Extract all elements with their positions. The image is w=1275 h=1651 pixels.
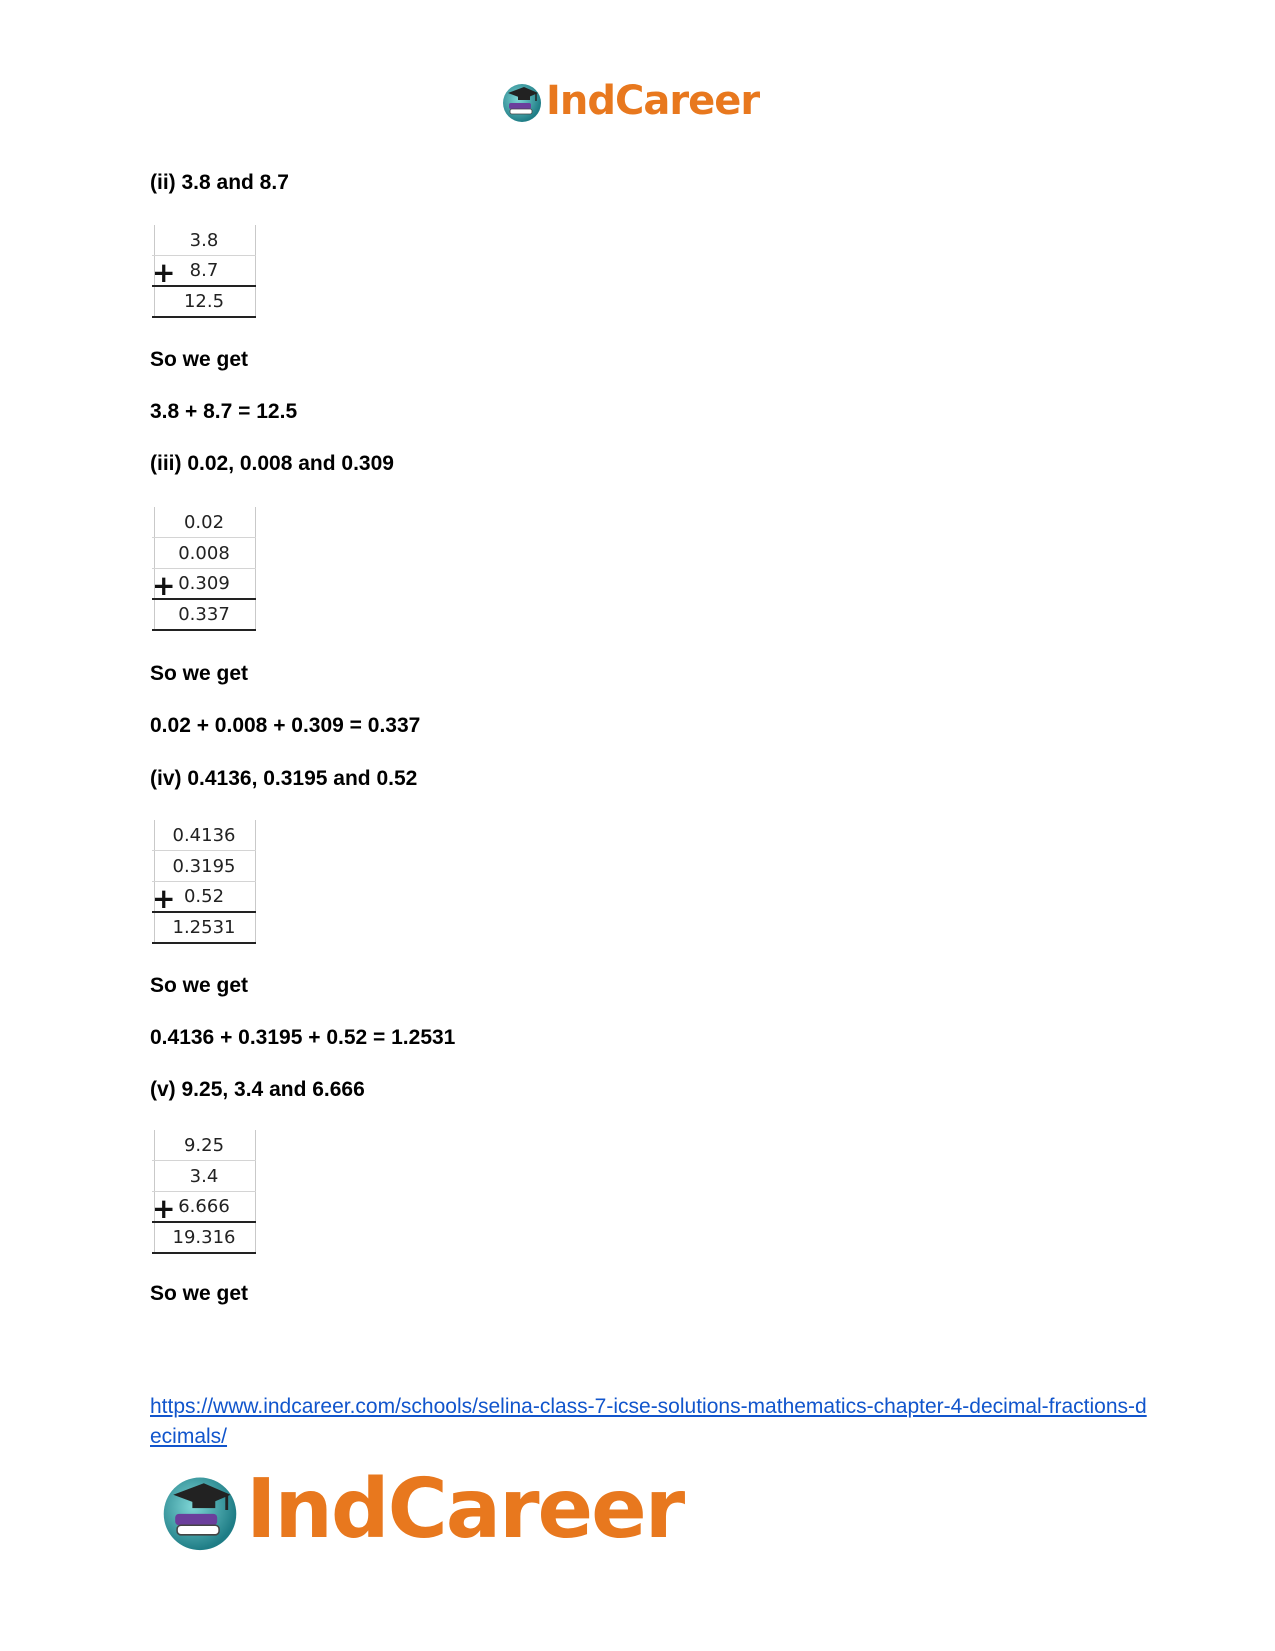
addend-value: 3.8: [189, 229, 219, 251]
addend-value: 0.309: [178, 573, 230, 594]
addend-value: 0.008: [178, 542, 230, 564]
addend-value: 9.25: [183, 1134, 225, 1156]
addend-row: [152, 538, 256, 569]
plus-sign: +: [152, 256, 176, 289]
sum-row: [152, 1223, 256, 1254]
addend-row: [152, 569, 256, 600]
addend-value: 8.7: [189, 260, 219, 281]
footer-logo: [158, 1462, 684, 1557]
addend-row: [152, 820, 256, 851]
so-we-get-text: So we get: [150, 1282, 249, 1305]
sum-row: [152, 913, 256, 944]
addition-table: [152, 1130, 256, 1254]
sum-value: 12.5: [183, 291, 225, 312]
sum-value: 19.316: [172, 1227, 236, 1248]
addend-value: 0.4136: [172, 824, 236, 846]
section-heading: (v) 9.25, 3.4 and 6.666: [150, 1078, 365, 1101]
source-link[interactable]: https://www.indcareer.com/schools/selina-class-7-icse-solutions-mathematics-chapter-4-decimal-fractions-decimals/: [150, 1395, 1147, 1448]
equation: 0.4136 + 0.3195 + 0.52 = 1.2531: [150, 1026, 456, 1049]
addition-table: [152, 507, 256, 631]
equation: 0.02 + 0.008 + 0.309 = 0.337: [150, 714, 421, 737]
sum-value: 0.337: [178, 604, 230, 625]
addition-table: [152, 820, 256, 944]
brand-name: IndCareer: [246, 1462, 684, 1557]
addend-row: [152, 1130, 256, 1161]
addend-value: 0.02: [183, 511, 225, 533]
graduation-cap-books-globe-icon: [158, 1468, 242, 1552]
graduation-cap-books-globe-icon: [500, 79, 544, 123]
addend-row: [152, 1192, 256, 1223]
brand-name: IndCareer: [546, 78, 760, 124]
plus-sign: +: [152, 569, 176, 602]
section-heading: (iii) 0.02, 0.008 and 0.309: [150, 452, 394, 475]
so-we-get-text: So we get: [150, 662, 249, 685]
so-we-get-text: So we get: [150, 974, 249, 997]
addend-value: 0.3195: [172, 855, 236, 877]
addend-value: 0.52: [183, 886, 225, 907]
addend-row: [152, 1161, 256, 1192]
addend-row: [152, 882, 256, 913]
sum-row: [152, 287, 256, 318]
plus-sign: +: [152, 1192, 176, 1225]
so-we-get-text: So we get: [150, 348, 249, 371]
equation: 3.8 + 8.7 = 12.5: [150, 400, 298, 423]
section-heading: (ii) 3.8 and 8.7: [150, 171, 289, 194]
addition-table: [152, 225, 256, 318]
sum-value: 1.2531: [172, 917, 236, 938]
addend-row: [152, 507, 256, 538]
addend-value: 3.4: [189, 1165, 219, 1187]
header-logo: [500, 76, 759, 126]
plus-sign: +: [152, 882, 176, 915]
addend-row: [152, 225, 256, 256]
addend-row: [152, 851, 256, 882]
sum-row: [152, 600, 256, 631]
addend-row: [152, 256, 256, 287]
addend-value: 6.666: [178, 1196, 230, 1217]
section-heading: (iv) 0.4136, 0.3195 and 0.52: [150, 767, 418, 790]
